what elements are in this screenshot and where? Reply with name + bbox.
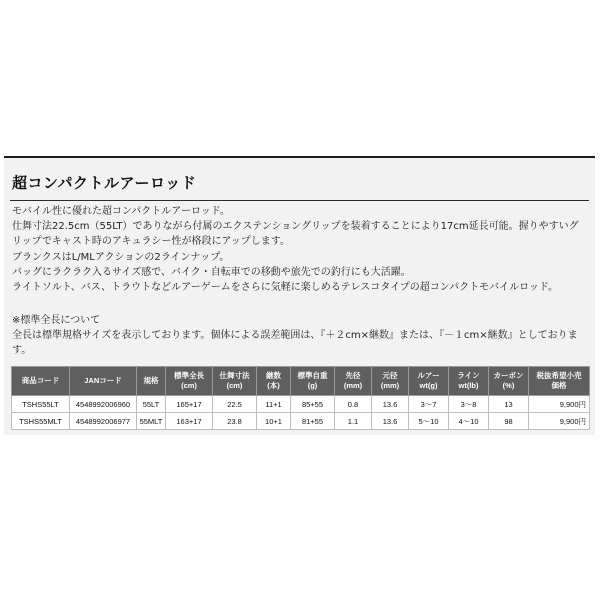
- description-line: ライトソルト、バス、トラウトなどルアーゲームをさらに気軽に楽しめるテレスコタイプの超コンパクトモバイルロッド。: [12, 282, 558, 294]
- cell-lure-weight: 5〜10: [409, 413, 449, 430]
- cell-closed-length: 22.5: [213, 396, 257, 413]
- cell-model: 55MLT: [137, 413, 166, 430]
- note-body: 全長は標準規格サイズを表示しております。個体による誤差範囲は、『＋２cm×継数』または、『－１cm×継数』としておりま す。: [12, 330, 578, 357]
- cell-lure-weight: 3〜7: [409, 396, 449, 413]
- header-base-diameter: 元径 (mm): [372, 367, 409, 396]
- cell-price: 9,900円: [529, 396, 590, 413]
- cell-weight: 81+55: [291, 413, 335, 430]
- cell-length: 163+17: [166, 413, 213, 430]
- description-line: ブランクスはL/MLアクションの2ラインナップ。: [12, 251, 230, 263]
- cell-length: 165+17: [166, 396, 213, 413]
- header-carbon: カーボン (%): [489, 367, 529, 396]
- spec-table: [11, 366, 590, 430]
- header-lure-weight: ルアー wt(g): [409, 367, 449, 396]
- cell-tip-diameter: 0.8: [335, 396, 372, 413]
- header-weight: 標準自重 (g): [291, 367, 335, 396]
- title-divider: [10, 200, 589, 201]
- product-title: 超コンパクトルアーロッド: [12, 174, 197, 192]
- description-line: モバイル性に優れた超コンパクトルアーロッド。: [12, 206, 230, 217]
- header-line-weight: ライン wt(lb): [449, 367, 489, 396]
- header-sections: 継数 (本): [257, 367, 291, 396]
- header-price: 税抜希望小売 価格: [529, 367, 590, 396]
- header-jan-code: JANコード: [70, 367, 137, 396]
- cell-model: 55LT: [137, 396, 166, 413]
- header-closed-length: 仕舞寸法 (cm): [213, 367, 257, 396]
- cell-jan-code: 4548992006977: [70, 413, 137, 430]
- cell-sections: 10+1: [257, 413, 291, 430]
- cell-carbon: 13: [489, 396, 529, 413]
- length-note: [12, 313, 592, 359]
- product-description: [12, 204, 592, 295]
- header-product-code: 商品コード: [12, 367, 70, 396]
- cell-product-code: TSHS55LT: [12, 396, 70, 413]
- cell-sections: 11+1: [257, 396, 291, 413]
- cell-line-weight: 4〜10: [449, 413, 489, 430]
- product-info-panel: [4, 156, 595, 435]
- cell-jan-code: 4548992006960: [70, 396, 137, 413]
- note-heading: ※標準全長について: [12, 315, 101, 326]
- spec-table-header-row: [12, 367, 590, 396]
- description-line: 仕舞寸法22.5cm（55LT）でありながら付属のエクステンショングリップを装着することにより17cm延長可能。握りやすいグ: [12, 221, 579, 233]
- cell-price: 9,900円: [529, 413, 590, 430]
- header-length: 標準全長 (cm): [166, 367, 213, 396]
- description-line: リップでキャスト時のアキュラシー性が格段にアップします。: [12, 236, 290, 248]
- description-line: バッグにラクラク入るサイズ感で、バイク・自転車での移動や旅先での釣行にも大活躍。: [12, 266, 411, 278]
- table-row: [12, 396, 590, 413]
- cell-line-weight: 3〜8: [449, 396, 489, 413]
- cell-tip-diameter: 1.1: [335, 413, 372, 430]
- cell-base-diameter: 13.6: [372, 413, 409, 430]
- table-row: [12, 413, 590, 430]
- header-tip-diameter: 先径 (mm): [335, 367, 372, 396]
- cell-carbon: 98: [489, 413, 529, 430]
- cell-base-diameter: 13.6: [372, 396, 409, 413]
- cell-closed-length: 23.8: [213, 413, 257, 430]
- cell-weight: 85+55: [291, 396, 335, 413]
- header-model: 規格: [137, 367, 166, 396]
- cell-product-code: TSHS55MLT: [12, 413, 70, 430]
